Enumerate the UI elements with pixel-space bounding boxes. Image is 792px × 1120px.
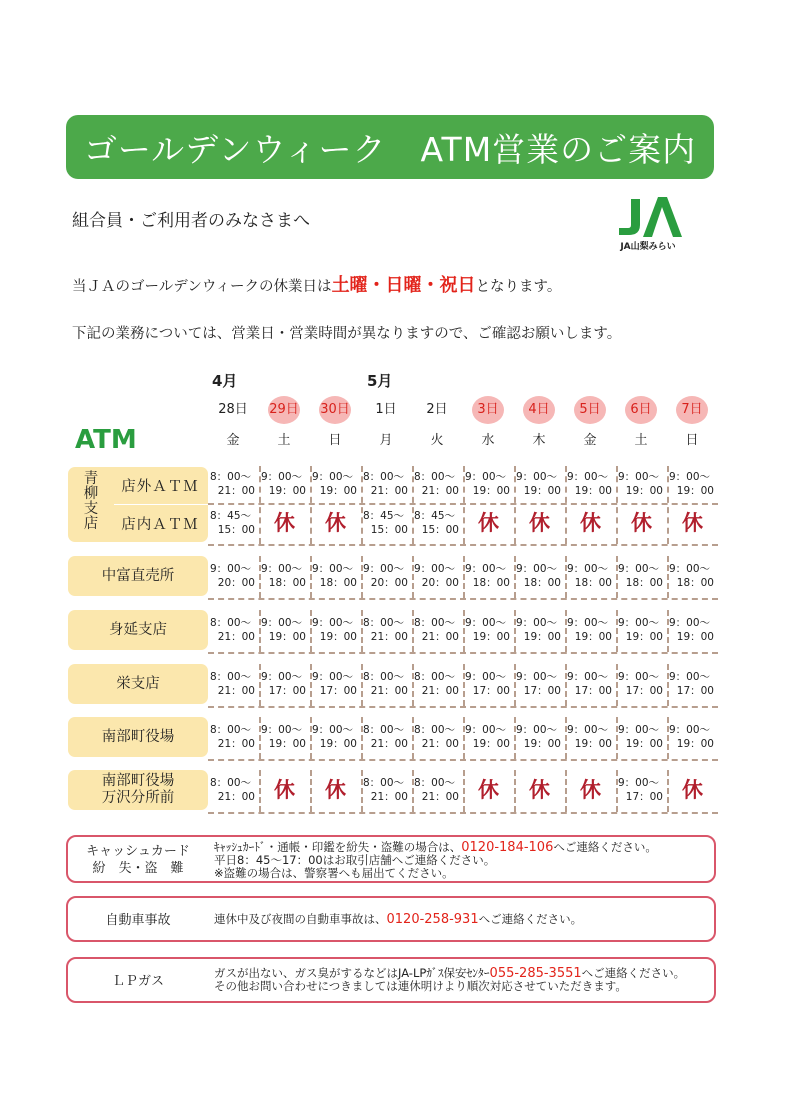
hours-start: 9：00～: [363, 563, 405, 575]
hours-start: 9：00～: [516, 471, 558, 483]
hours-cell: [259, 556, 310, 596]
hours-cell: [361, 664, 412, 704]
hours-end: 17：00: [625, 685, 663, 697]
hours-start: 8：00～: [363, 471, 405, 483]
hours-start: 9：00～: [618, 671, 660, 683]
day-number: 30日: [319, 396, 351, 424]
weekday: 月: [379, 433, 393, 448]
hours-end: 21：00: [217, 738, 255, 750]
hours-end: 19：00: [268, 485, 306, 497]
info-label-cash-card-line2: 紛 失・盗 難: [92, 861, 184, 876]
holiday-notice-highlight: 土曜・日曜・祝日: [331, 275, 476, 296]
grid-divider: [208, 759, 718, 761]
info-label-cash-card-line1: キャッシュカード: [86, 844, 190, 859]
closed-mark: 休: [580, 778, 601, 802]
hours-start: 9：00～: [567, 617, 609, 629]
hours-cell: [667, 610, 718, 650]
hours-cell: [361, 770, 412, 810]
closed-mark: 休: [529, 511, 550, 535]
hours-end: 21：00: [370, 791, 408, 803]
info-label-car-accident: 自動車事故: [105, 913, 171, 928]
hours-cell: [259, 664, 310, 704]
hours-end: 19：00: [268, 738, 306, 750]
hours-start: 9：00～: [618, 777, 660, 789]
hours-start: 9：00～: [669, 471, 711, 483]
hours-cell: [412, 466, 463, 502]
hours-cell: [208, 664, 259, 704]
hours-end: 19：00: [625, 631, 663, 643]
hours-start: 9：00～: [567, 471, 609, 483]
hours-cell: [667, 556, 718, 596]
info-label-cash-card: [68, 843, 208, 877]
hours-end: 19：00: [574, 631, 612, 643]
month-may: 5月: [367, 372, 393, 390]
hours-start: 9：00～: [618, 471, 660, 483]
info-box-lp-gas: [66, 957, 716, 1003]
hours-cell: [310, 610, 361, 650]
hours-start: 8：00～: [210, 471, 252, 483]
hours-start: 8：00～: [210, 777, 252, 789]
info-line: ※盗難の場合は、警察署へも届出てください。: [214, 866, 454, 880]
hours-start: 9：00～: [567, 671, 609, 683]
hours-cell: [565, 556, 616, 596]
holiday-notice: [72, 271, 561, 297]
hours-cell: [565, 610, 616, 650]
hours-start: 9：00～: [669, 724, 711, 736]
branch-label-minobu: 身延支店: [68, 610, 208, 650]
hours-start: 9：00～: [465, 563, 507, 575]
weekday: 土: [277, 433, 291, 448]
ja-logo-text: JA山梨みらい: [620, 242, 676, 252]
hours-cell: [463, 466, 514, 502]
hours-start: 9：00～: [516, 671, 558, 683]
hours-end: 19：00: [625, 485, 663, 497]
closed-mark: 休: [682, 511, 703, 535]
hours-cell: [565, 717, 616, 757]
hours-cell: [463, 610, 514, 650]
hours-end: 20：00: [370, 577, 408, 589]
hours-cell: [412, 770, 463, 810]
hours-end: 19：00: [523, 485, 561, 497]
section-label-atm: ATM: [75, 425, 137, 455]
hours-cell: [412, 504, 463, 542]
weekday: 土: [634, 433, 648, 448]
ja-logo: [611, 195, 685, 251]
hours-cell: [361, 717, 412, 757]
hours-start: 9：00～: [669, 617, 711, 629]
grid-divider: [208, 706, 718, 708]
hours-end: 21：00: [370, 485, 408, 497]
hours-start: 9：00～: [669, 671, 711, 683]
hours-cell: [361, 556, 412, 596]
hours-end: 19：00: [523, 738, 561, 750]
hours-cell: [616, 556, 667, 596]
closed-mark: 休: [274, 778, 295, 802]
weekday: 木: [532, 433, 546, 448]
grid-divider: [208, 598, 718, 600]
closed-mark: 休: [478, 511, 499, 535]
hours-start: 9：00～: [312, 563, 354, 575]
branch-label-aoyagi-c1: 青: [83, 471, 99, 487]
hours-start: 9：00～: [465, 471, 507, 483]
hours-cell: [514, 664, 565, 704]
day-number: 4日: [523, 396, 555, 424]
hours-start: 9：00～: [618, 617, 660, 629]
hours-start: 9：00～: [261, 617, 303, 629]
hours-end: 21：00: [421, 485, 459, 497]
hours-start: 9：00～: [567, 724, 609, 736]
info-label-lp-gas: ＬＰガス: [111, 974, 164, 989]
hours-start: 9：00～: [261, 671, 303, 683]
closed-mark: 休: [478, 778, 499, 802]
hours-start: 8：00～: [414, 777, 456, 789]
hours-cell: [616, 664, 667, 704]
hours-end: 21：00: [421, 791, 459, 803]
hours-cell: [463, 556, 514, 596]
hours-start: 9：00～: [312, 471, 354, 483]
holiday-notice-after: となります。: [475, 279, 562, 295]
hours-cell: [208, 717, 259, 757]
hours-end: 19：00: [319, 485, 357, 497]
branch-label-sakae: 栄支店: [68, 664, 208, 704]
closed-mark: 休: [682, 778, 703, 802]
hours-end: 18：00: [268, 577, 306, 589]
greeting: 組合員・ご利用者のみなさまへ: [72, 211, 310, 231]
hours-cell: [208, 556, 259, 596]
info-line: ｷｬｯｼｭｶｰﾄﾞ・通帳・印鑑を紛失・盗難の場合は、0120-184-106へご連絡ください。: [214, 840, 657, 855]
hours-start: 8：45～: [363, 510, 405, 522]
hours-cell: [412, 664, 463, 704]
hours-start: 8：00～: [363, 671, 405, 683]
hours-end: 18：00: [574, 577, 612, 589]
hours-cell: [208, 466, 259, 502]
hours-end: 19：00: [676, 631, 714, 643]
hours-end: 18：00: [676, 577, 714, 589]
hours-end: 17：00: [523, 685, 561, 697]
weekday: 金: [226, 433, 240, 448]
hours-start: 8：00～: [210, 671, 252, 683]
hours-cell: [361, 466, 412, 502]
hours-end: 19：00: [574, 485, 612, 497]
hours-end: 19：00: [523, 631, 561, 643]
hours-start: 9：00～: [312, 724, 354, 736]
hours-end: 15：00: [370, 524, 408, 536]
grid-divider: [208, 812, 718, 814]
day-number: 6日: [625, 396, 657, 424]
hours-start: 8：00～: [414, 617, 456, 629]
hours-cell: [463, 664, 514, 704]
hours-cell: [259, 466, 310, 502]
hours-end: 21：00: [370, 631, 408, 643]
hours-cell: [412, 556, 463, 596]
hours-end: 17：00: [574, 685, 612, 697]
holiday-notice-before: 当ＪＡのゴールデンウィークの休業日は: [72, 279, 332, 295]
hours-cell: [514, 717, 565, 757]
info-line: ガスが出ない、ガス臭がするなどはJA-LPｶﾞｽ保安ｾﾝﾀｰ055-285-3551へご連絡ください。: [214, 966, 686, 981]
hours-cell: [514, 466, 565, 502]
branch-label-aoyagi-c4: 店: [83, 516, 99, 532]
closed-mark: 休: [325, 778, 346, 802]
hours-cell: [667, 717, 718, 757]
hours-end: 18：00: [472, 577, 510, 589]
closed-mark: 休: [325, 511, 346, 535]
hours-end: 19：00: [268, 631, 306, 643]
hours-end: 19：00: [676, 738, 714, 750]
hours-end: 21：00: [421, 738, 459, 750]
weekday: 日: [685, 433, 699, 448]
hours-end: 21：00: [217, 791, 255, 803]
hours-end: 21：00: [421, 631, 459, 643]
branch-label-nanbu-manzawa-line1: 南部町役場: [101, 773, 175, 789]
weekday: 火: [430, 433, 444, 448]
hours-end: 19：00: [574, 738, 612, 750]
hours-start: 9：00～: [414, 563, 456, 575]
hours-cell: [463, 717, 514, 757]
hours-end: 21：00: [370, 738, 408, 750]
month-april: 4月: [212, 372, 238, 390]
closed-mark: 休: [580, 511, 601, 535]
hours-end: 21：00: [421, 685, 459, 697]
hours-cell: [361, 610, 412, 650]
hours-end: 15：00: [217, 524, 255, 536]
hours-end: 17：00: [268, 685, 306, 697]
hours-start: 8：45～: [414, 510, 456, 522]
hours-cell: [667, 664, 718, 704]
hours-end: 21：00: [217, 485, 255, 497]
info-line: 平日8：45～17：00はお取引店舗へご連絡ください。: [214, 853, 496, 867]
info-line: 連休中及び夜間の自動車事故は、0120-258-931へご連絡ください。: [214, 912, 583, 927]
hours-end: 19：00: [319, 738, 357, 750]
hours-end: 19：00: [472, 631, 510, 643]
hours-end: 21：00: [217, 631, 255, 643]
hours-cell: [259, 717, 310, 757]
hours-start: 8：00～: [414, 724, 456, 736]
hours-start: 9：00～: [465, 671, 507, 683]
hours-start: 9：00～: [261, 724, 303, 736]
hours-start: 9：00～: [210, 563, 252, 575]
aoyagi-outdoor-label: 店外ＡＴＭ: [112, 467, 208, 504]
aoyagi-indoor-label: 店内ＡＴＭ: [112, 505, 208, 542]
hours-start: 9：00～: [618, 563, 660, 575]
schedule-notice: 下記の業務については、営業日・営業時間が異なりますので、ご確認お願いします。: [72, 326, 622, 342]
hours-start: 9：00～: [261, 471, 303, 483]
day-number: 29日: [268, 396, 300, 424]
grid-divider: [208, 652, 718, 654]
hours-start: 8：00～: [363, 724, 405, 736]
weekday: 水: [481, 433, 495, 448]
hours-cell: [514, 556, 565, 596]
hours-cell: [412, 610, 463, 650]
hours-end: 17：00: [319, 685, 357, 697]
hours-start: 8：00～: [363, 617, 405, 629]
branch-label-nanbu-manzawa: [68, 770, 208, 810]
hours-start: 8：00～: [210, 617, 252, 629]
hours-end: 19：00: [625, 738, 663, 750]
hours-end: 18：00: [625, 577, 663, 589]
info-text-car-accident: [214, 913, 582, 926]
ja-logo-mark: [611, 195, 685, 239]
hours-start: 8：00～: [210, 724, 252, 736]
hours-cell: [667, 466, 718, 502]
hours-start: 9：00～: [516, 724, 558, 736]
hours-cell: [616, 770, 667, 810]
branch-label-nanbu-manzawa-line2: 万沢分所前: [101, 790, 175, 806]
hours-end: 18：00: [319, 577, 357, 589]
hours-end: 21：00: [370, 685, 408, 697]
hours-cell: [310, 556, 361, 596]
grid-divider: [208, 544, 718, 546]
info-text-lp-gas: [214, 967, 685, 993]
branch-label-nakatomi: 中富直売所: [68, 556, 208, 596]
hours-cell: [208, 504, 259, 542]
hours-start: 8：00～: [414, 471, 456, 483]
hours-cell: [565, 664, 616, 704]
day-number: 7日: [676, 396, 708, 424]
hours-cell: [310, 664, 361, 704]
hours-start: 9：00～: [261, 563, 303, 575]
hours-start: 9：00～: [618, 724, 660, 736]
hours-cell: [208, 610, 259, 650]
hours-end: 19：00: [676, 485, 714, 497]
hours-end: 21：00: [217, 685, 255, 697]
hours-cell: [310, 717, 361, 757]
closed-mark: 休: [274, 511, 295, 535]
hours-start: 9：00～: [465, 617, 507, 629]
hours-start: 8：00～: [414, 671, 456, 683]
hours-start: 9：00～: [312, 671, 354, 683]
hours-end: 20：00: [421, 577, 459, 589]
day-number: 3日: [472, 396, 504, 424]
day-number: 1日: [375, 402, 397, 417]
hours-cell: [310, 466, 361, 502]
hours-end: 20：00: [217, 577, 255, 589]
info-box-car-accident: [66, 896, 716, 942]
weekday: 日: [328, 433, 342, 448]
hours-cell: [565, 466, 616, 502]
branch-label-nanbu-town-office: 南部町役場: [68, 717, 208, 757]
hours-end: 17：00: [676, 685, 714, 697]
hours-start: 9：00～: [516, 563, 558, 575]
hours-end: 18：00: [523, 577, 561, 589]
hours-start: 9：00～: [465, 724, 507, 736]
info-line: その他お問い合わせにつきましては連休明けより順次対応させていただきます。: [214, 979, 627, 993]
hours-start: 8：00～: [363, 777, 405, 789]
branch-label-aoyagi: [68, 467, 114, 542]
day-number: 2日: [426, 402, 448, 417]
page-title: ゴールデンウィーク ATM営業のご案内: [66, 115, 714, 179]
hours-cell: [208, 770, 259, 810]
branch-label-aoyagi-c3: 支: [83, 501, 99, 517]
hours-start: 8：45～: [210, 510, 252, 522]
hours-end: 19：00: [472, 738, 510, 750]
day-number: 5日: [574, 396, 606, 424]
hours-cell: [514, 610, 565, 650]
hours-end: 17：00: [625, 791, 663, 803]
hours-start: 9：00～: [516, 617, 558, 629]
closed-mark: 休: [631, 511, 652, 535]
day-number: 28日: [218, 402, 248, 417]
hours-end: 17：00: [472, 685, 510, 697]
info-box-cash-card: [66, 835, 716, 883]
hours-cell: [616, 610, 667, 650]
hours-end: 15：00: [421, 524, 459, 536]
hours-start: 9：00～: [567, 563, 609, 575]
weekday: 金: [583, 433, 597, 448]
hours-cell: [412, 717, 463, 757]
hours-end: 19：00: [472, 485, 510, 497]
info-text-cash-card: [214, 841, 657, 880]
hours-cell: [616, 466, 667, 502]
hours-cell: [259, 610, 310, 650]
hours-cell: [616, 717, 667, 757]
hours-start: 9：00～: [312, 617, 354, 629]
hours-start: 9：00～: [669, 563, 711, 575]
hours-cell: [361, 504, 412, 542]
hours-end: 19：00: [319, 631, 357, 643]
closed-mark: 休: [529, 778, 550, 802]
branch-label-aoyagi-c2: 柳: [83, 486, 99, 502]
